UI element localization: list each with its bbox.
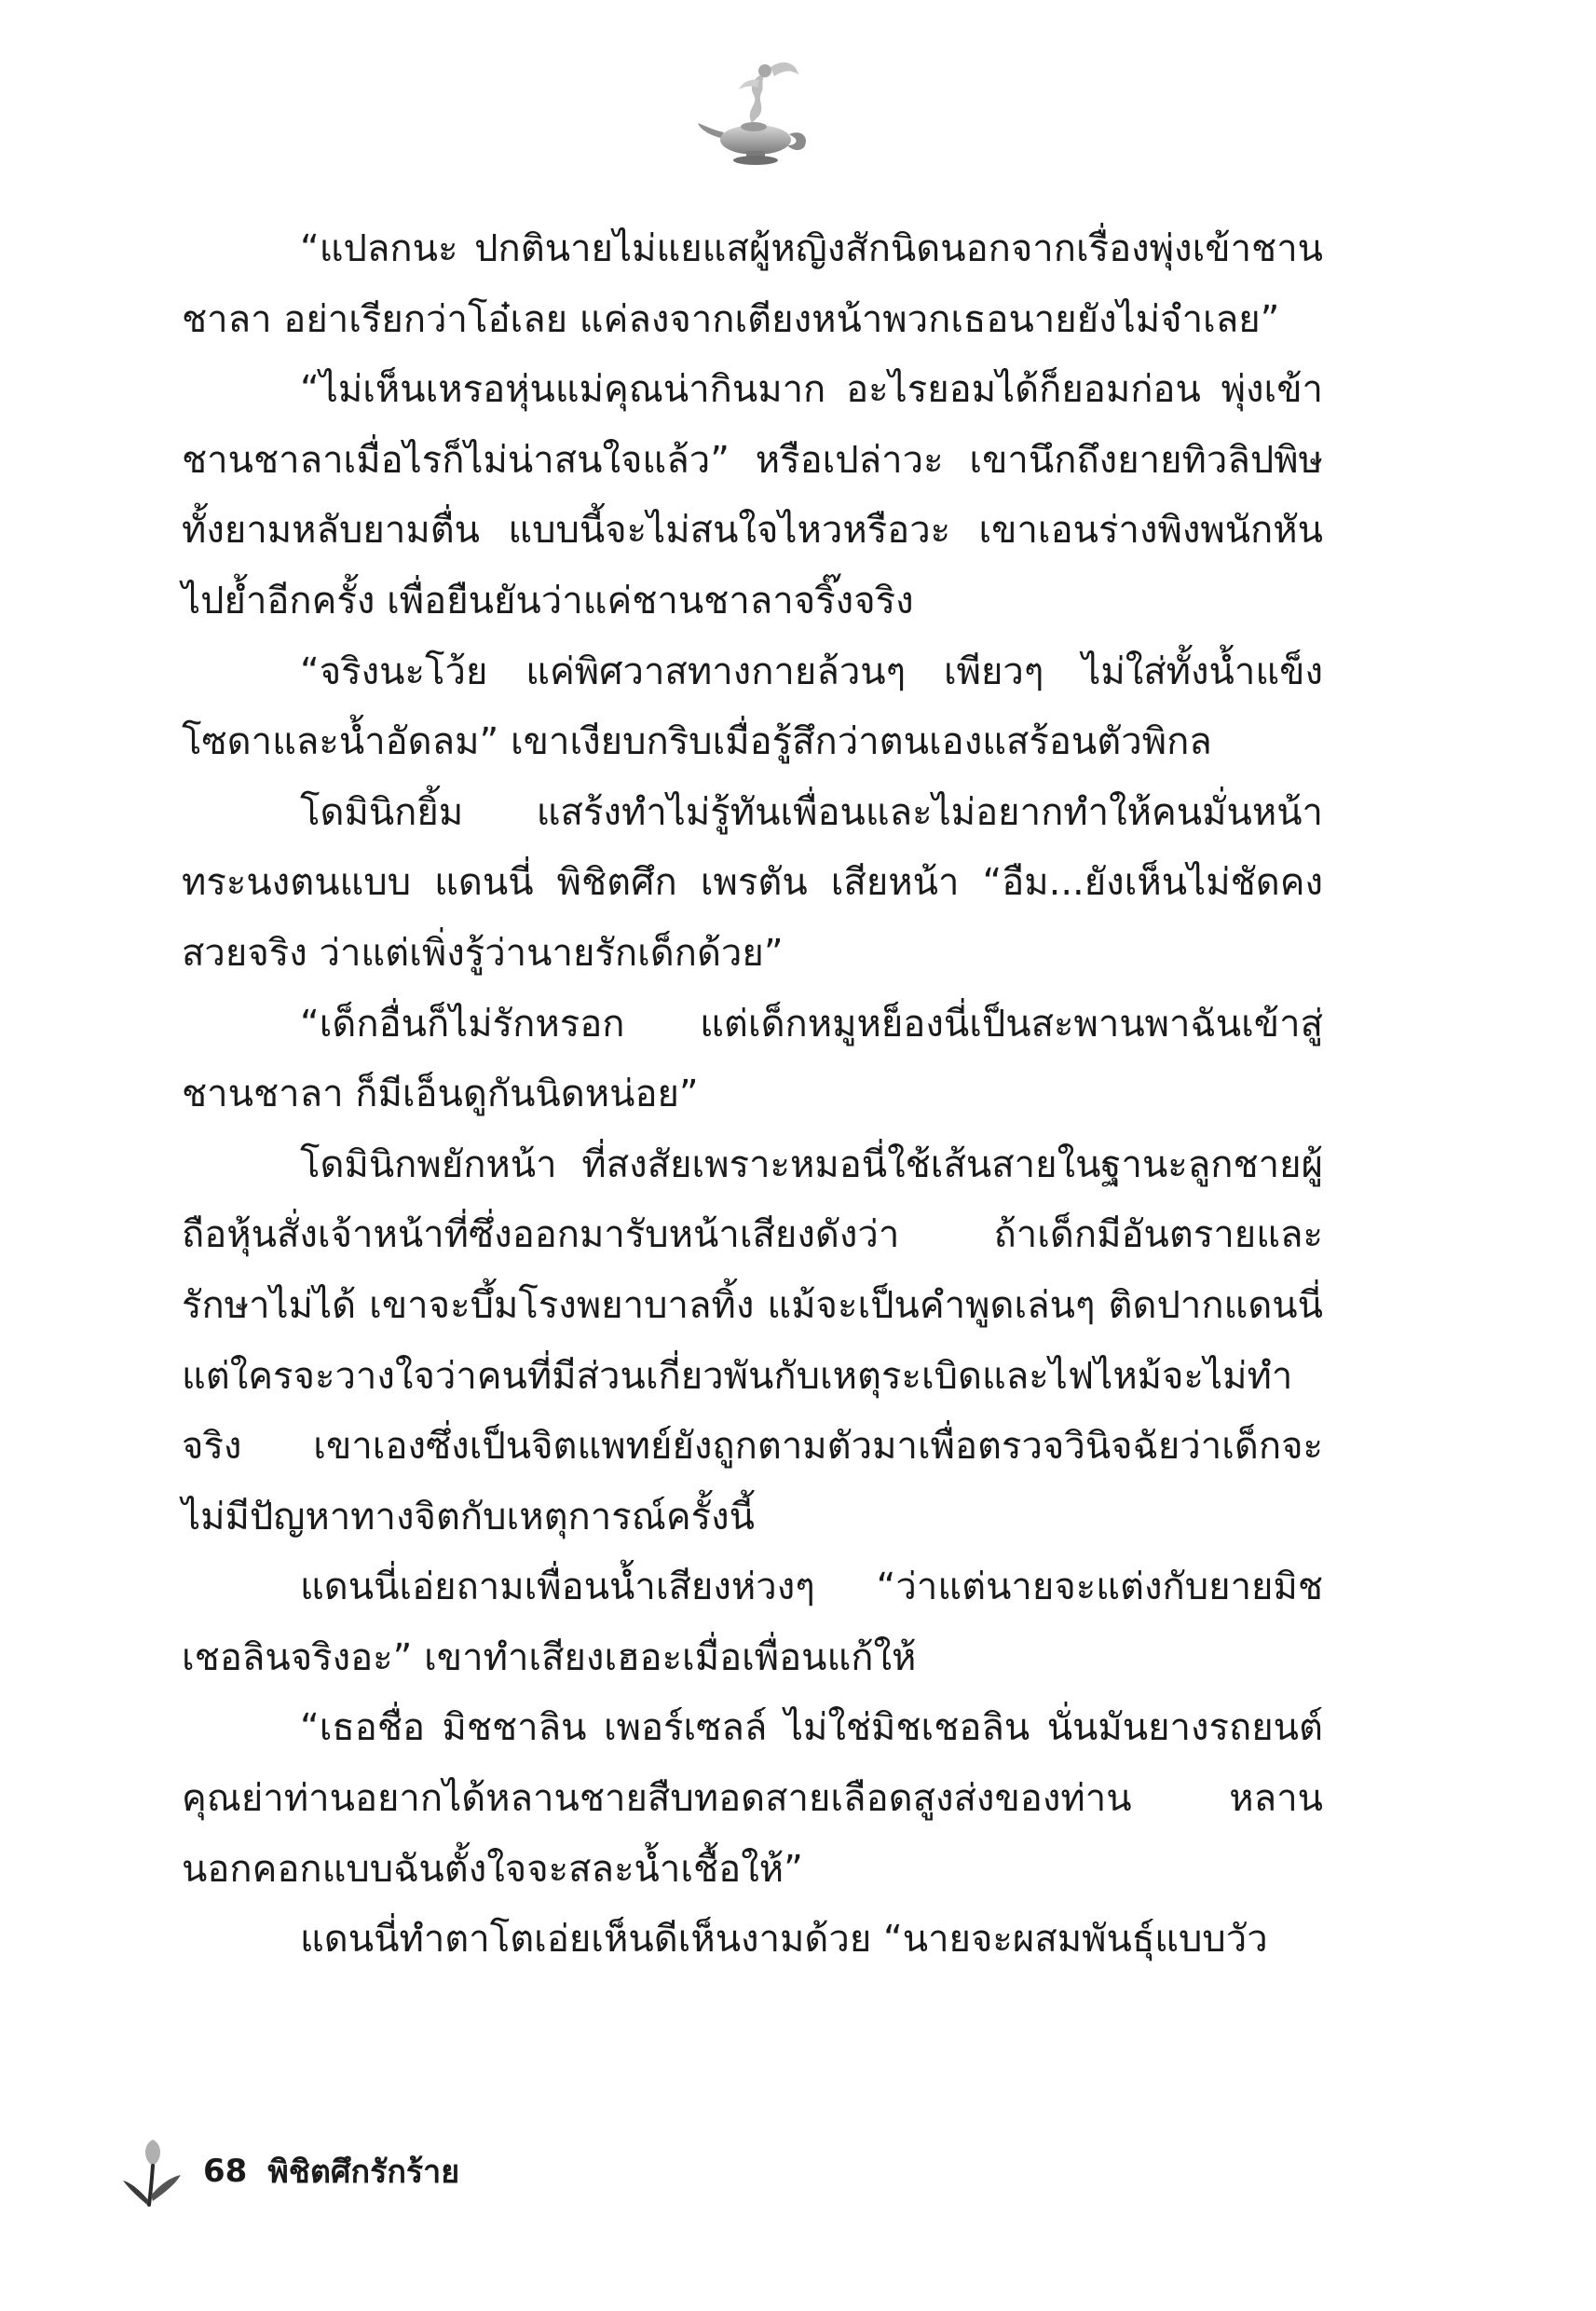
paragraph: โดมินิกพยักหน้า ที่สงสัยเพราะหมอนี่ใช้เส้นสายในฐานะลูกชายผู้ถือหุ้นสั่งเจ้าหน้าที่ซึ่งออกมารับหน้าเสียงดังว่า ถ้าเด็กมีอันตรายและรักษาไม่ได้ เขาจะบึ้มโรงพยาบาลทิ้ง แม้จะเป็นคำพูดเล่นๆ ติดปากแดนนี่ แต่ใครจะวางใจว่าคนที่มีส่วนเกี่ยวพันกับเหตุระเบิดและไฟไหม้จะไม่ทำจริง เขาเองซึ่งเป็นจิตแพทย์ยังถูกตามตัวมาเพื่อตรวจวินิจฉัยว่าเด็กจะไม่มีปัญหาทางจิตกับเหตุการณ์ครั้งนี้ (182, 1142, 1323, 1538)
page-number: 68 (203, 2153, 248, 2190)
paragraph: “แปลกนะ ปกตินายไม่แยแสผู้หญิงสักนิดนอกจากเรื่องพุ่งเข้าชานชาลา อย่าเรียกว่าโอ๋เลย แค่ลงจากเตียงหน้าพวกเธอนายยังไม่จำเลย” (182, 227, 1323, 341)
paragraph: โดมินิกยิ้ม แสร้งทำไม่รู้ทันเพื่อนและไม่อยากทำให้คนมั่นหน้าทระนงตนแบบ แดนนี่ พิชิตศึก เพรตัน เสียหน้า “อืม...ยังเห็นไม่ชัดคงสวยจริง ว่าแต่เพิ่งรู้ว่านายรักเด็กด้วย” (182, 790, 1323, 975)
paragraph: แดนนี่เอ่ยถามเพื่อนน้ำเสียงห่วงๆ “ว่าแต่นายจะแต่งกับยายมิชเชอลินจริงอะ” เขาทำเสียงเฮอะเมื่อเพื่อนแก้ให้ (182, 1566, 1323, 1679)
paragraph: “ไม่เห็นเหรอหุ่นแม่คุณน่ากินมาก อะไรยอมได้ก็ยอมก่อน พุ่งเข้าชานชาลาเมื่อไรก็ไม่น่าสนใจแล้ว” หรือเปล่าวะ เขานึกถึงยายทิวลิปพิษทั้งยามหลับยามตื่น แบบนี้จะไม่สนใจไหวหรือวะ เขาเอนร่างพิงพนักหันไปย้ำอีกครั้ง เพื่อยืนยันว่าแค่ชานชาลาจริ๊งจริง (182, 368, 1323, 622)
paragraph: แดนนี่ทำตาโตเอ่ยเห็นดีเห็นงามด้วย “นายจะผสมพันธุ์แบบวัว (300, 1918, 1268, 1962)
page-footer (121, 2134, 459, 2208)
paragraph: “เธอชื่อ มิชชาลิน เพอร์เซลล์ ไม่ใช่มิชเชอลิน นั่นมันยางรถยนต์คุณย่าท่านอยากได้หลานชายสืบทอดสายเลือดสูงส่งของท่าน หลานนอกคอกแบบฉันตั้งใจจะสละน้ำเชื้อให้” (182, 1706, 1323, 1891)
paragraph: “เด็กอื่นก็ไม่รักหรอก แต่เด็กหมูหย็องนี่เป็นสะพานพาฉันเข้าสู่ชานชาลา ก็มีเอ็นดูกันนิดหน่อย” (182, 1002, 1323, 1116)
body-text (182, 214, 1323, 1976)
genie-lamp-icon (694, 54, 815, 175)
book-title: พิชิตศึกรักร้าย (267, 2154, 460, 2191)
paragraph: “จริงนะโว้ย แค่พิศวาสทางกายล้วนๆ เพียวๆ ไม่ใส่ทั้งน้ำแข็งโซดาและน้ำอัดลม” เขาเงียบกริบเมื่อรู้สึกว่าตนเองแสร้อนตัวพิกล (182, 650, 1323, 764)
tulip-icon (121, 2134, 184, 2208)
